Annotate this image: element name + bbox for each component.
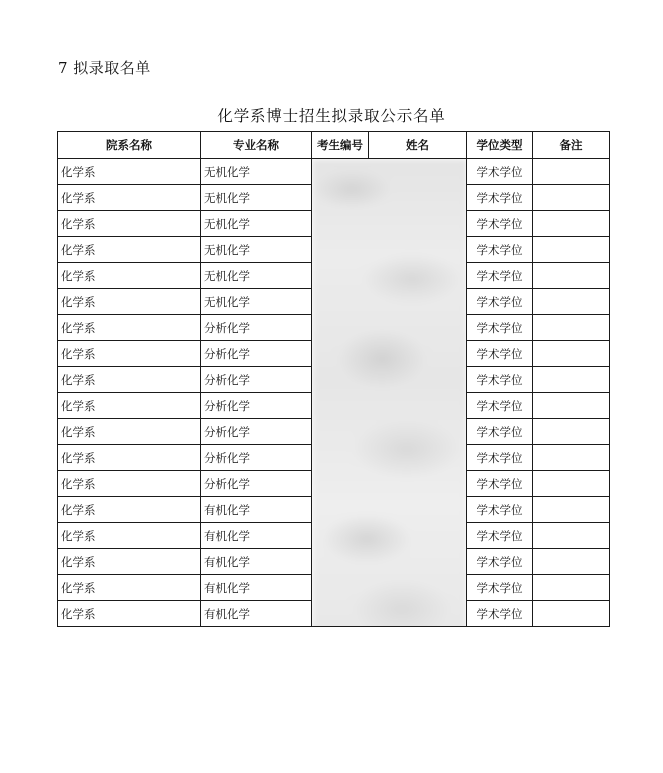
- dept-cell: 化学系: [58, 159, 201, 185]
- dept-cell: 化学系: [58, 471, 201, 497]
- degree-type-cell: 学术学位: [467, 601, 533, 627]
- dept-cell: 化学系: [58, 315, 201, 341]
- degree-type-cell: 学术学位: [467, 367, 533, 393]
- remarks-cell: [533, 185, 610, 211]
- major-cell: 有机化学: [201, 575, 312, 601]
- header-remarks: 备注: [533, 132, 610, 159]
- header-exam-id: 考生编号: [312, 132, 369, 159]
- remarks-cell: [533, 549, 610, 575]
- dept-cell: 化学系: [58, 523, 201, 549]
- remarks-cell: [533, 289, 610, 315]
- remarks-cell: [533, 523, 610, 549]
- degree-type-cell: 学术学位: [467, 471, 533, 497]
- major-cell: 无机化学: [201, 289, 312, 315]
- major-cell: 分析化学: [201, 315, 312, 341]
- dept-cell: 化学系: [58, 393, 201, 419]
- remarks-cell: [533, 367, 610, 393]
- degree-type-cell: 学术学位: [467, 341, 533, 367]
- header-dept: 院系名称: [58, 132, 201, 159]
- dept-cell: 化学系: [58, 185, 201, 211]
- header-major: 专业名称: [201, 132, 312, 159]
- degree-type-cell: 学术学位: [467, 315, 533, 341]
- table-row: [58, 159, 610, 185]
- remarks-cell: [533, 471, 610, 497]
- dept-cell: 化学系: [58, 575, 201, 601]
- degree-type-cell: 学术学位: [467, 393, 533, 419]
- remarks-cell: [533, 393, 610, 419]
- remarks-cell: [533, 237, 610, 263]
- major-cell: 无机化学: [201, 263, 312, 289]
- remarks-cell: [533, 601, 610, 627]
- degree-type-cell: 学术学位: [467, 575, 533, 601]
- remarks-cell: [533, 575, 610, 601]
- dept-cell: 化学系: [58, 263, 201, 289]
- redacted-id-name-area: [312, 159, 467, 627]
- degree-type-cell: 学术学位: [467, 211, 533, 237]
- major-cell: 无机化学: [201, 185, 312, 211]
- remarks-cell: [533, 341, 610, 367]
- degree-type-cell: 学术学位: [467, 263, 533, 289]
- degree-type-cell: 学术学位: [467, 419, 533, 445]
- section-heading: 7 拟录取名单: [58, 59, 151, 77]
- major-cell: 有机化学: [201, 601, 312, 627]
- remarks-cell: [533, 419, 610, 445]
- remarks-cell: [533, 497, 610, 523]
- dept-cell: 化学系: [58, 289, 201, 315]
- major-cell: 无机化学: [201, 159, 312, 185]
- dept-cell: 化学系: [58, 341, 201, 367]
- major-cell: 有机化学: [201, 549, 312, 575]
- major-cell: 有机化学: [201, 523, 312, 549]
- remarks-cell: [533, 315, 610, 341]
- major-cell: 分析化学: [201, 471, 312, 497]
- dept-cell: 化学系: [58, 497, 201, 523]
- dept-cell: 化学系: [58, 445, 201, 471]
- degree-type-cell: 学术学位: [467, 237, 533, 263]
- dept-cell: 化学系: [58, 419, 201, 445]
- major-cell: 分析化学: [201, 341, 312, 367]
- major-cell: 无机化学: [201, 237, 312, 263]
- major-cell: 分析化学: [201, 445, 312, 471]
- dept-cell: 化学系: [58, 549, 201, 575]
- admission-table: [57, 131, 610, 627]
- major-cell: 无机化学: [201, 211, 312, 237]
- degree-type-cell: 学术学位: [467, 497, 533, 523]
- header-degree-type: 学位类型: [467, 132, 533, 159]
- dept-cell: 化学系: [58, 237, 201, 263]
- remarks-cell: [533, 263, 610, 289]
- remarks-cell: [533, 445, 610, 471]
- dept-cell: 化学系: [58, 601, 201, 627]
- dept-cell: 化学系: [58, 211, 201, 237]
- degree-type-cell: 学术学位: [467, 445, 533, 471]
- table-title: 化学系博士招生拟录取公示名单: [217, 107, 446, 125]
- major-cell: 分析化学: [201, 393, 312, 419]
- remarks-cell: [533, 211, 610, 237]
- degree-type-cell: 学术学位: [467, 523, 533, 549]
- dept-cell: 化学系: [58, 367, 201, 393]
- degree-type-cell: 学术学位: [467, 185, 533, 211]
- table-header-row: [58, 132, 610, 159]
- remarks-cell: [533, 159, 610, 185]
- major-cell: 分析化学: [201, 419, 312, 445]
- degree-type-cell: 学术学位: [467, 549, 533, 575]
- major-cell: 分析化学: [201, 367, 312, 393]
- blurred-redaction: [312, 159, 467, 627]
- header-name: 姓名: [369, 132, 467, 159]
- major-cell: 有机化学: [201, 497, 312, 523]
- degree-type-cell: 学术学位: [467, 289, 533, 315]
- degree-type-cell: 学术学位: [467, 159, 533, 185]
